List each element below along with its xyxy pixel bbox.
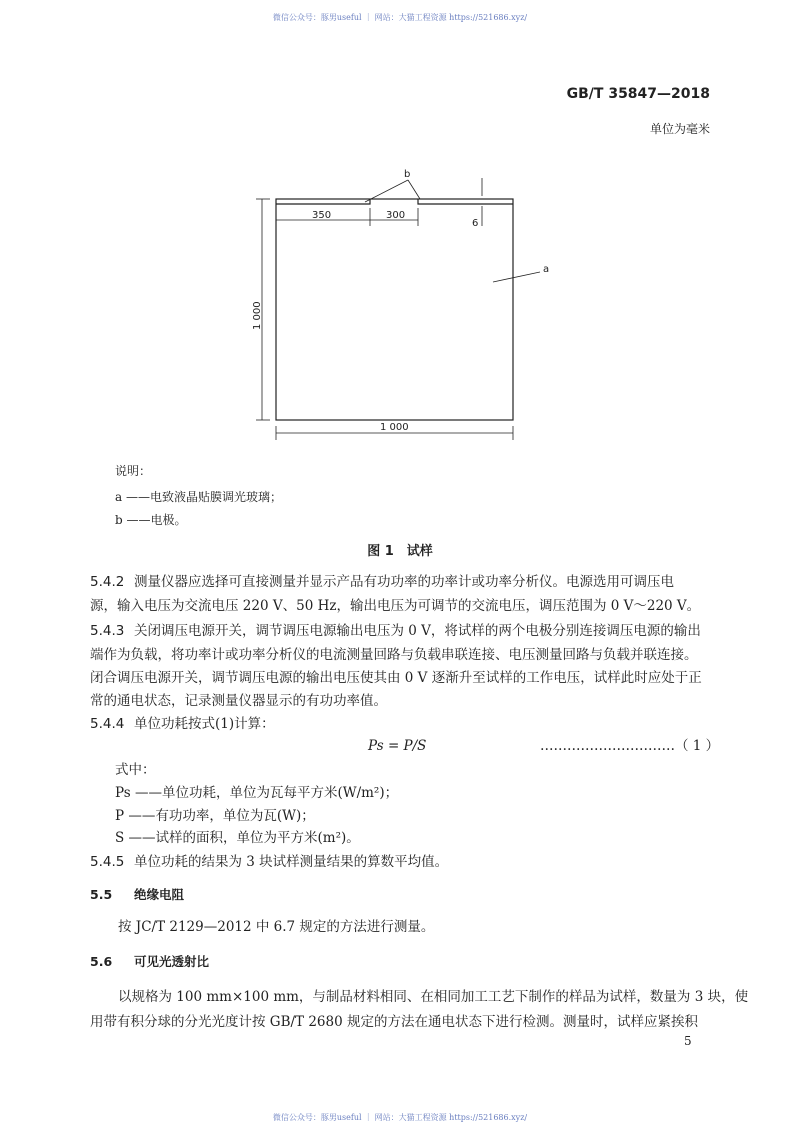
legend-title: 说明： [115, 464, 152, 478]
paragraph-line: 单位功耗的结果为 3 块试样测量结果的算数平均值。 [134, 854, 449, 870]
var-ps: Ps ——单位功耗，单位为瓦每平方米(W/m²)； [115, 785, 399, 801]
specimen-figure [240, 160, 570, 450]
paragraph-line: 按 JC/T 2129—2012 中 6.7 规定的方法进行测量。 [118, 919, 435, 935]
section-num: 5.6 [90, 954, 113, 969]
legend-b: b ——电极。 [115, 513, 187, 527]
legend-a: a ——电致液晶贴膜调光玻璃； [115, 490, 282, 504]
unit-note: 单位为毫米 [649, 122, 710, 136]
formula: Ps = P/S [368, 738, 427, 754]
where-label: 式中： [115, 762, 156, 778]
paragraph-line: 关闭调压电源开关，调节调压电源输出电压为 0 V，将试样的两个电极分别连接调压电源的输出 [134, 623, 701, 639]
paragraph-line: 端作为负载，将功率计或功率分析仪的电流测量回路与负载串联连接、电压测量回路与负载并联连接。 [90, 647, 698, 663]
standard-number: GB/T 35847—2018 [566, 86, 710, 102]
dim-300: 300 [386, 210, 406, 221]
section-title: 可见光透射比 [134, 954, 210, 969]
label-b: b [404, 169, 411, 180]
paragraph-line: 以规格为 100 mm×100 mm，与制品材料相同、在相同加工工艺下制作的样品为试样，数量为 3 块，使 [118, 989, 749, 1005]
var-p: P ——有功功率，单位为瓦(W)； [115, 808, 315, 824]
paragraph-line: 测量仪器应选择可直接测量并显示产品有功功率的功率计或功率分析仪。电源选用可调压电 [134, 574, 674, 590]
paragraph-line: 闭合调压电源开关，调节调压电源的输出电压使其由 0 V 逐渐升至试样的工作电压，试样此时应处于正 [90, 670, 702, 686]
var-s: S ——试样的面积，单位为平方米(m²)。 [115, 830, 360, 846]
dim-350: 350 [312, 210, 332, 221]
paragraph-line: 常的通电状态，记录测量仪器显示的有功功率值。 [90, 693, 387, 709]
section-num: 5.4.2 [90, 574, 125, 590]
dim-height: 1 000 [252, 301, 263, 330]
section-num: 5.4.4 [90, 716, 125, 732]
paragraph-line: 用带有积分球的分光光度计按 GB/T 2680 规定的方法在通电状态下进行检测。测量时，试样应紧挨积 [90, 1014, 698, 1030]
dim-6: 6 [472, 218, 479, 229]
watermark-top: 微信公众号：豚男useful ｜ 网站：大猫工程资源 https://521686.xyz/ [272, 13, 528, 22]
label-a: a [543, 264, 550, 275]
section-num: 5.4.3 [90, 623, 125, 639]
formula-number: …………………………（ 1 ） [540, 738, 720, 754]
paragraph-line: 单位功耗按式(1)计算： [134, 716, 275, 732]
dim-width: 1 000 [380, 422, 409, 433]
page-number: 5 [684, 1034, 692, 1048]
section-num: 5.4.5 [90, 854, 125, 870]
section-num: 5.5 [90, 887, 113, 902]
section-title: 绝缘电阻 [134, 887, 185, 902]
figure-caption: 图 1 试样 [367, 544, 433, 559]
paragraph-line: 源，输入电压为交流电压 220 V、50 Hz，输出电压为可调节的交流电压，调压范围为 0 V～220 V。 [90, 598, 701, 614]
watermark-bottom: 微信公众号：豚男useful ｜ 网站：大猫工程资源 https://521686.xyz/ [272, 1113, 528, 1122]
